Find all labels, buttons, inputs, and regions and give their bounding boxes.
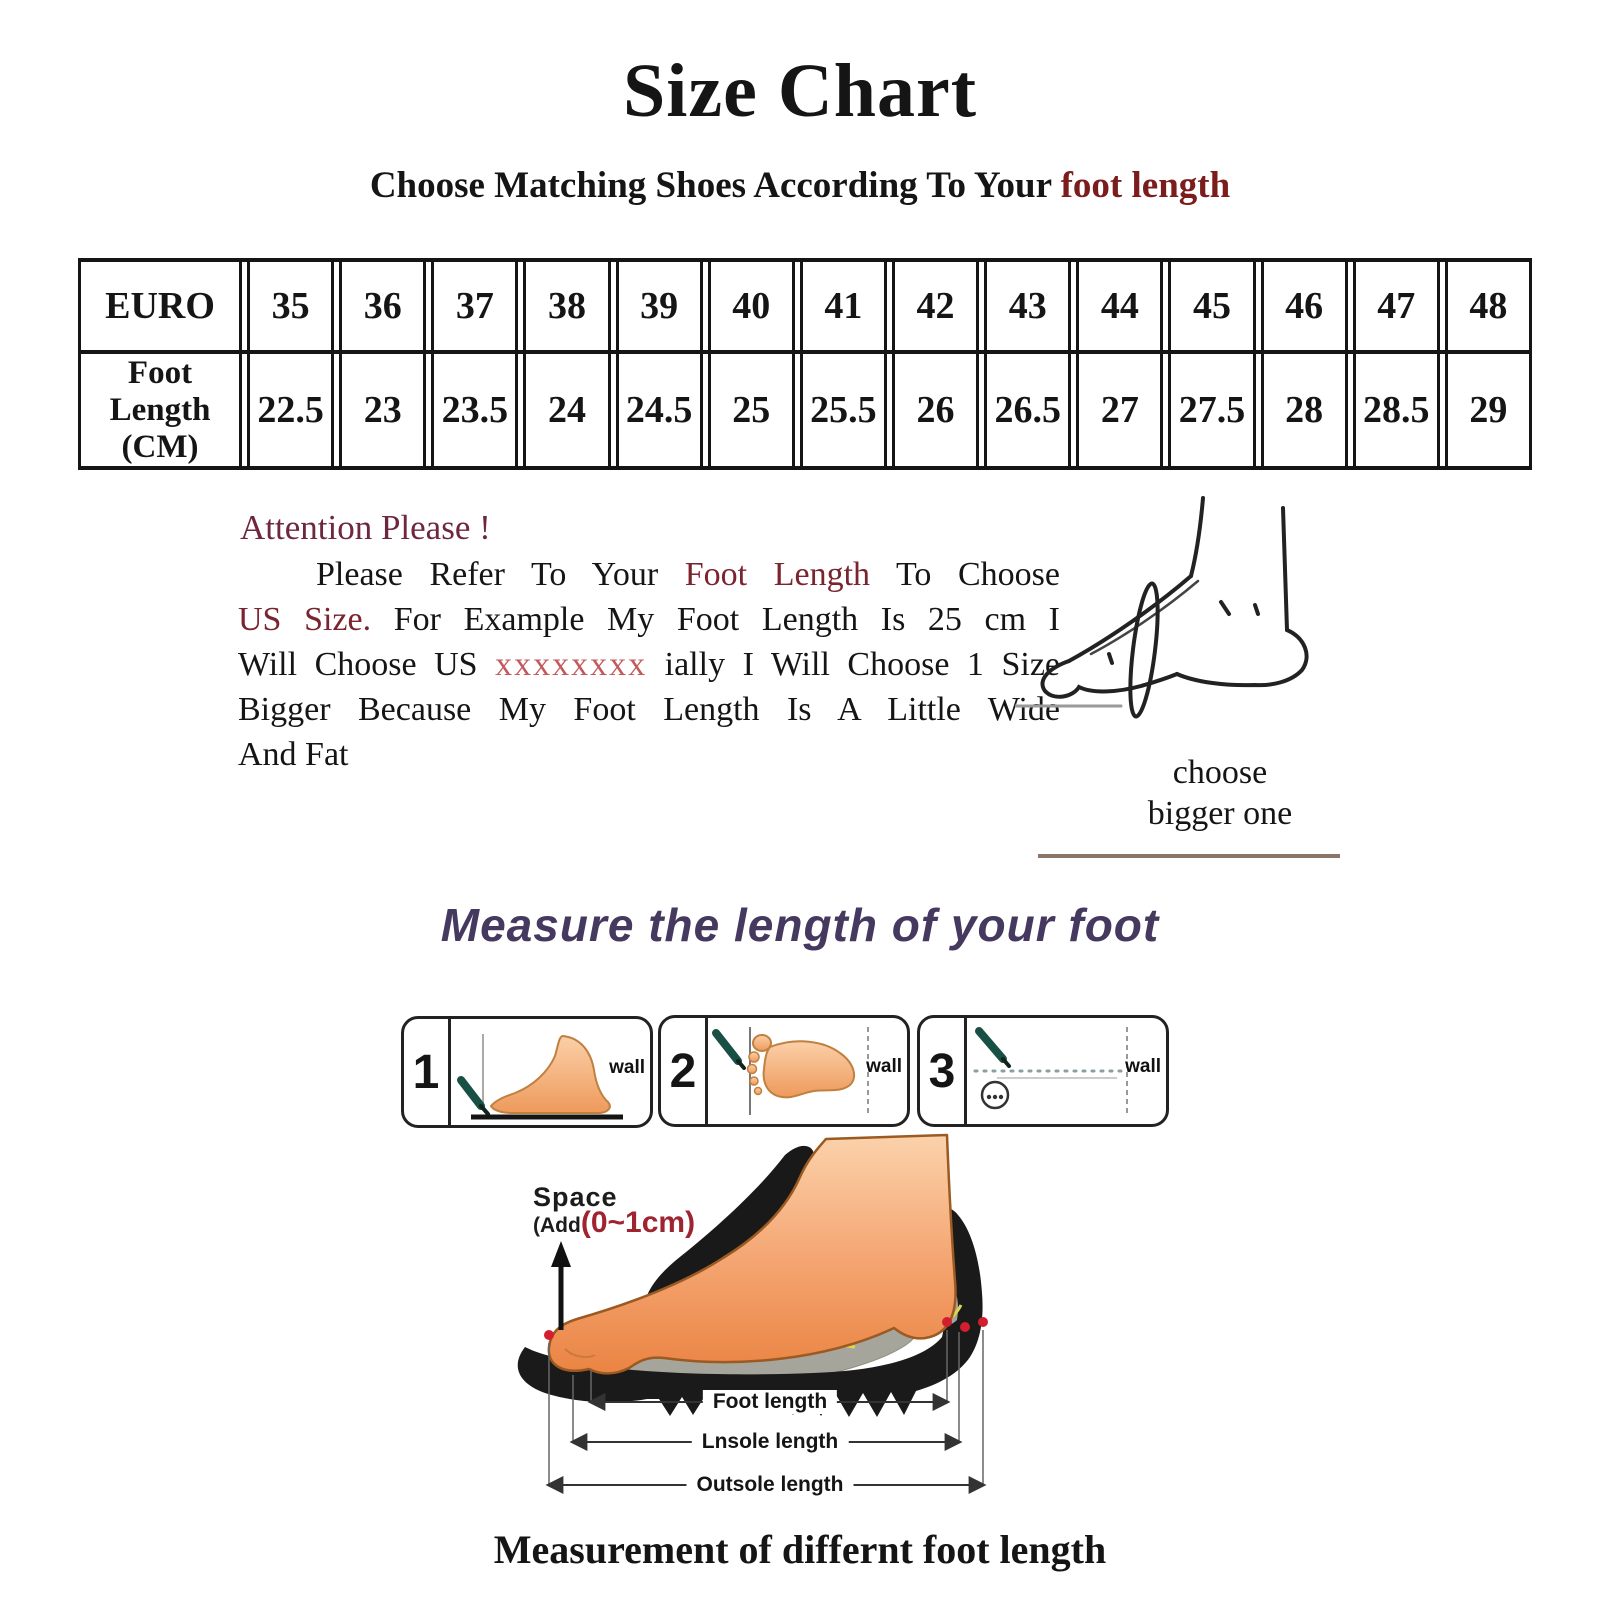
euro-size-cell: 36 <box>339 262 426 350</box>
measure-heading: Measure the length of your foot <box>440 899 1160 951</box>
euro-row-header: EURO <box>78 262 242 350</box>
foot-length-label: Foot length <box>703 1390 837 1414</box>
heel-reference-dot <box>978 1317 988 1327</box>
euro-size-cell: 44 <box>1076 262 1163 350</box>
attention-text: To Choose <box>870 556 1060 593</box>
side-foot-illustration <box>491 1036 610 1113</box>
step-number: 2 <box>661 1018 708 1124</box>
foot-length-cell: 24 <box>523 354 610 466</box>
subtitle-highlight: foot length <box>1060 165 1231 206</box>
dot <box>999 1095 1003 1099</box>
space-arrowhead <box>551 1241 571 1267</box>
attention-text: Please Refer To Your <box>316 556 685 593</box>
attention-line: And Fat <box>238 736 349 773</box>
foot-sketch-drawing <box>1015 478 1435 778</box>
pen-icon <box>979 1031 1003 1059</box>
attention-line <box>238 597 1060 642</box>
foot-length-row <box>78 354 1532 466</box>
foot-length-cell: 23 <box>339 354 426 466</box>
attention-highlight: US Size. <box>238 601 372 638</box>
divider-line <box>1038 854 1340 858</box>
foot-length-cell: 28.5 <box>1353 354 1440 466</box>
dot <box>987 1095 991 1099</box>
toe-reference-dot <box>544 1330 554 1340</box>
attention-text: Will Choose US <box>238 646 496 683</box>
outsole-length-label: Outsole length <box>687 1473 854 1497</box>
toe <box>749 1052 759 1062</box>
step-number: 1 <box>404 1019 451 1125</box>
toe <box>755 1088 762 1095</box>
euro-row <box>78 262 1532 350</box>
euro-size-cell: 40 <box>708 262 795 350</box>
foot-length-cell: 24.5 <box>616 354 703 466</box>
pen-tip <box>738 1061 744 1068</box>
pen-tip <box>1003 1059 1009 1066</box>
wall-label: wall <box>866 1056 902 1077</box>
euro-size-cell: 47 <box>1353 262 1440 350</box>
wall-label: wall <box>609 1057 645 1078</box>
measure-step-panel-3 <box>917 1015 1169 1127</box>
euro-size-cell: 37 <box>431 262 518 350</box>
foot-length-cell: 23.5 <box>431 354 518 466</box>
space-label-word: Space <box>533 1182 618 1212</box>
toe <box>748 1065 757 1074</box>
foot-length-cell: 26 <box>892 354 979 466</box>
euro-size-cell: 38 <box>523 262 610 350</box>
euro-size-cell: 41 <box>800 262 887 350</box>
measure-step-panel-1 <box>401 1016 653 1128</box>
step-number: 3 <box>920 1018 967 1124</box>
attention-line: Bigger Because My Foot Length Is A Little Wide <box>238 691 1060 728</box>
toe <box>750 1077 758 1085</box>
pen-icon <box>716 1033 738 1061</box>
attention-highlight: Foot Length <box>684 556 871 593</box>
attention-line <box>238 642 1060 687</box>
euro-size-cell: 45 <box>1168 262 1255 350</box>
foot-length-cell: 25.5 <box>800 354 887 466</box>
euro-size-cell: 46 <box>1261 262 1348 350</box>
foot-length-cell: 29 <box>1445 354 1532 466</box>
euro-size-cell: 39 <box>616 262 703 350</box>
attention-heading: Attention Please ! <box>240 508 491 547</box>
bottom-caption: Measurement of differnt foot length <box>493 1527 1107 1572</box>
subtitle-text: Choose Matching Shoes According To Your <box>369 165 1061 206</box>
space-annotation <box>533 1184 695 1241</box>
foot-length-cell: 26.5 <box>984 354 1071 466</box>
choose-note-line: choose <box>1172 754 1268 791</box>
footprint-illustration <box>764 1041 854 1097</box>
euro-size-cell: 35 <box>247 262 334 350</box>
choose-note-line: bigger one <box>1147 795 1293 832</box>
foot-length-cell: 27.5 <box>1168 354 1255 466</box>
foot-length-row-header: Foot Length (CM) <box>78 354 242 466</box>
attention-text: For Example My Foot Length Is 25 cm I <box>371 601 1061 638</box>
space-label-add: (Add <box>533 1214 581 1237</box>
measure-step-panel-2 <box>658 1015 910 1127</box>
euro-size-cell: 43 <box>984 262 1071 350</box>
insole-length-label: Lnsole length <box>692 1430 849 1454</box>
big-toe <box>753 1035 771 1051</box>
heel-reference-dot <box>960 1322 970 1332</box>
subtitle <box>0 164 1600 207</box>
foot-length-cell: 28 <box>1261 354 1348 466</box>
pen-icon <box>461 1080 481 1106</box>
euro-size-cell: 42 <box>892 262 979 350</box>
heel-reference-dot <box>942 1317 952 1327</box>
attention-crossed-text: xxxxxxxx <box>495 646 648 683</box>
page-title: Size Chart <box>622 49 978 133</box>
foot-length-cell: 25 <box>708 354 795 466</box>
attention-line <box>238 552 1060 597</box>
foot-length-cell: 27 <box>1076 354 1163 466</box>
euro-size-cell: 48 <box>1445 262 1532 350</box>
dot <box>993 1095 997 1099</box>
space-label-range: (0~1cm) <box>580 1206 696 1239</box>
attention-paragraph <box>238 552 1060 777</box>
choose-bigger-note <box>1080 752 1360 834</box>
wall-label: wall <box>1125 1056 1161 1077</box>
foot-length-cell: 22.5 <box>247 354 334 466</box>
size-table <box>78 258 1532 470</box>
attention-text: ially I Will Choose 1 Size <box>647 646 1060 683</box>
pen-tip <box>481 1106 488 1114</box>
